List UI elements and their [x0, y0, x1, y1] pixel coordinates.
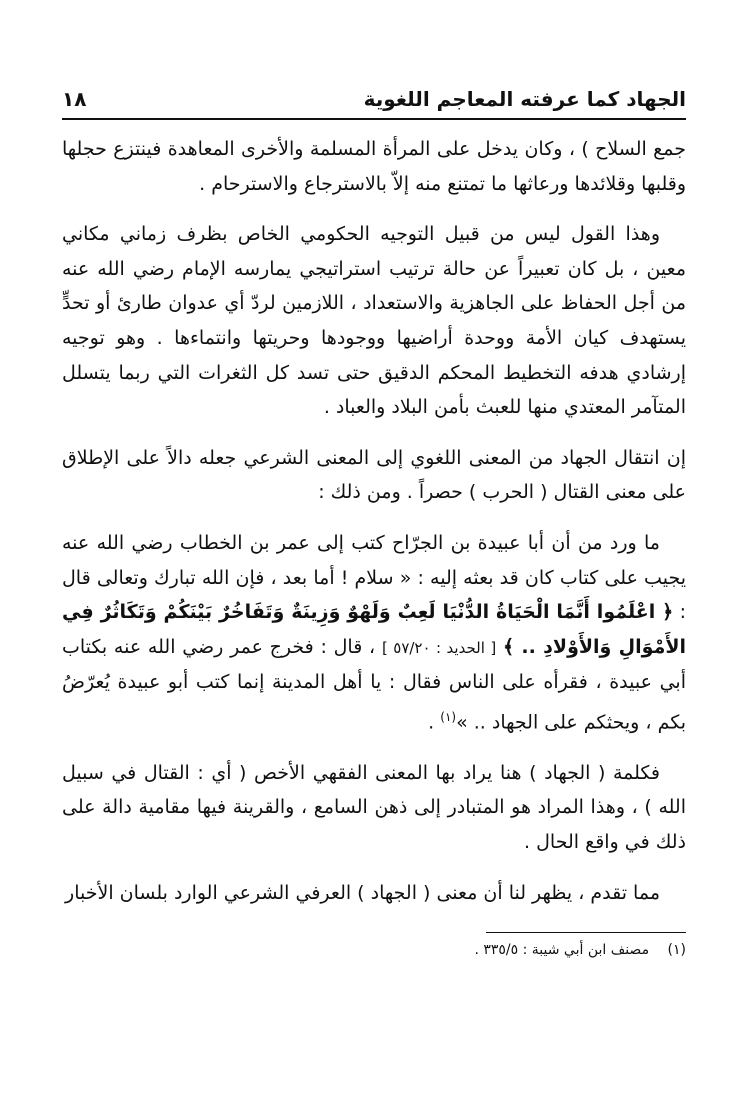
paragraph-1: جمع السلاح ) ، وكان يدخل على المرأة المسلمة والأخرى المعاهدة فينتزع حجلها وقلبها وقلائدها ورعاثها ما تمتنع منه إلاّ بالاسترجاع والاسترحام . — [62, 138, 686, 195]
verse-citation: [ الحديد : ٥٧/٢٠ ] — [381, 638, 497, 657]
footnote-number: (١) — [667, 942, 686, 959]
paragraph-5: فكلمة ( الجهاد ) هنا يراد بها المعنى الفقهي الأخص ( أي : القتال في سبيل الله ) ، وهذا المراد هو المتبادر إلى ذهن السامع ، والقرينة فيها مقامية دالة على ذلك في واقع الحال . — [62, 761, 686, 854]
header-divider — [62, 118, 686, 120]
footnote — [62, 939, 686, 961]
quran-verse: ﴿ اعْلَمُوا أَنَّمَا الْحَيَاةُ الدُّنْيَا لَعِبٌ وَلَهْوٌ وَزِينَةٌ وَتَفَاخُرٌ بَيْنَكُمْ وَتَكَاثُرٌ فِي الأَمْوَالِ وَالأَوْلادِ .. ﴾ — [62, 601, 687, 658]
footnote-divider — [486, 932, 686, 933]
footnote-text: مصنف ابن أبي شيبة : ٣٣٥/٥ . — [474, 942, 650, 959]
paragraph-quote — [62, 526, 686, 740]
body-text — [62, 132, 686, 910]
quote-end: . — [428, 711, 435, 734]
paragraph-6: مما تقدم ، يظهر لنا أن معنى ( الجهاد ) العرفي الشرعي الوارد بلسان الأخبار — [65, 881, 660, 904]
footnote-reference[interactable]: (١) — [440, 709, 457, 724]
quote-continuation: ، قال : فخرج عمر رضي الله عنه بكتاب أبي عبيدة ، فقرأه على الناس فقال : يا أهل المدينة إنما كتب أبو عبيدة يُعرّضُ بكم ، ويحثكم على الجهاد .. » — [62, 635, 686, 734]
paragraph-2: وهذا القول ليس من قبيل التوجيه الحكومي الخاص بظرف زماني مكاني معين ، بل كان تعبيراً عن حالة ترتيب استراتيجي يمارسه الإمام رضي الله عنه من أجل الحفاظ على الجاهزية والاستعداد ، اللازمين لردّ أي عدوان طارئ أو تحدٍّ يستهدف كيان الأمة ووحدة أراضيها ووجودها وحريتها وانتماءها . وهو توجيه إرشادي هدفه التخطيط المحكم الدقيق حتى تسد كل الثغرات التي ربما يتسلل المتآمر المعتدي منها للعبث بأمن البلاد والعباد . — [62, 223, 686, 419]
book-page — [62, 82, 686, 961]
chapter-title: الجهاد كما عرفته المعاجم اللغوية — [363, 87, 686, 111]
page-number: ١٨ — [62, 87, 87, 111]
paragraph-3: إن انتقال الجهاد من المعنى اللغوي إلى المعنى الشرعي جعله دالاً على الإطلاق على معنى القتال ( الحرب ) حصراً . ومن ذلك : — [62, 446, 686, 504]
running-header — [62, 82, 686, 116]
quote-intro: ما ورد من أن أبا عبيدة بن الجرّاح كتب إلى عمر بن الخطاب رضي الله عنه يجيب على كتاب كان قد بعثه إليه : « سلام ! أما بعد ، فإن الله تبارك وتعالى قال : — [62, 531, 686, 624]
